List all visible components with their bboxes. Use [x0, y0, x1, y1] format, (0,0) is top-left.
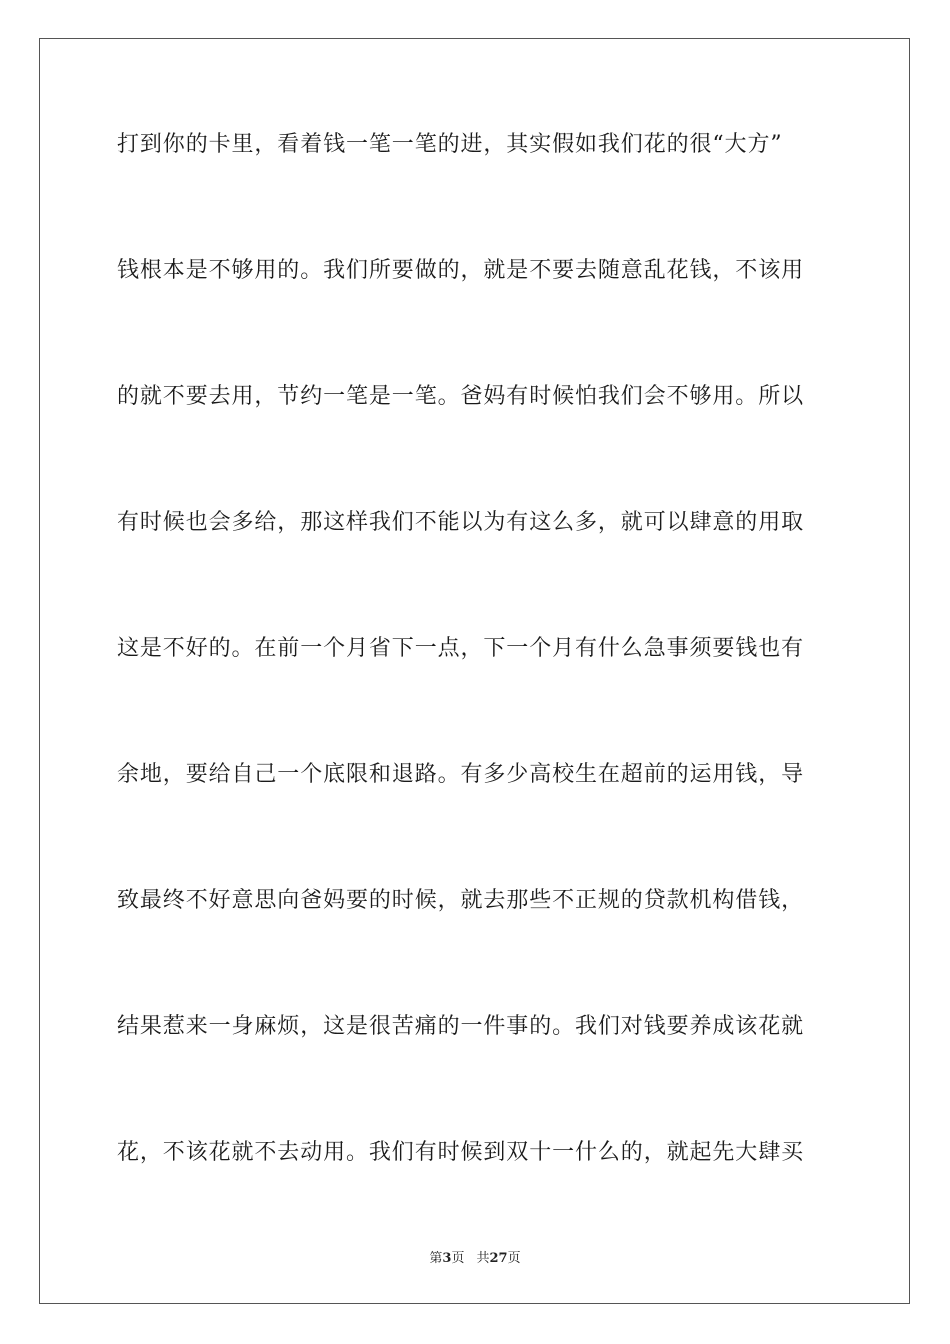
text-line-1: 打到你的卡里，看着钱一笔一笔的进，其实假如我们花的很“大方”	[117, 132, 783, 157]
page-number: 3	[442, 1251, 452, 1266]
text-line-8: 结果惹来一身麻烦，这是很苦痛的一件事的。我们对钱要养成该花就	[117, 1014, 805, 1039]
text-line-7: 致最终不好意思向爸妈要的时候，就去那些不正规的贷款机构借钱，	[117, 888, 805, 913]
text-line-5: 这是不好的。在前一个月省下一点，下一个月有什么急事须要钱也有	[117, 636, 805, 661]
text-line-4: 有时候也会多给，那这样我们不能以为有这么多，就可以肆意的用取	[117, 510, 805, 535]
text-line-6: 余地，要给自己一个底限和退路。有多少高校生在超前的运用钱，导	[117, 762, 805, 787]
body-text	[117, 125, 833, 1259]
total-prefix: 共	[476, 1251, 490, 1266]
total-pages: 27	[489, 1251, 508, 1266]
total-suffix: 页	[507, 1251, 521, 1266]
text-line-2: 钱根本是不够用的。我们所要做的，就是不要去随意乱花钱，不该用	[117, 258, 805, 283]
text-line-9: 花，不该花就不去动用。我们有时候到双十一什么的，就起先大肆买	[117, 1140, 805, 1165]
page-footer	[0, 1247, 950, 1266]
page-prefix: 第	[429, 1251, 443, 1266]
page-suffix: 页	[451, 1251, 465, 1266]
text-line-3: 的就不要去用，节约一笔是一笔。爸妈有时候怕我们会不够用。所以	[117, 384, 805, 409]
